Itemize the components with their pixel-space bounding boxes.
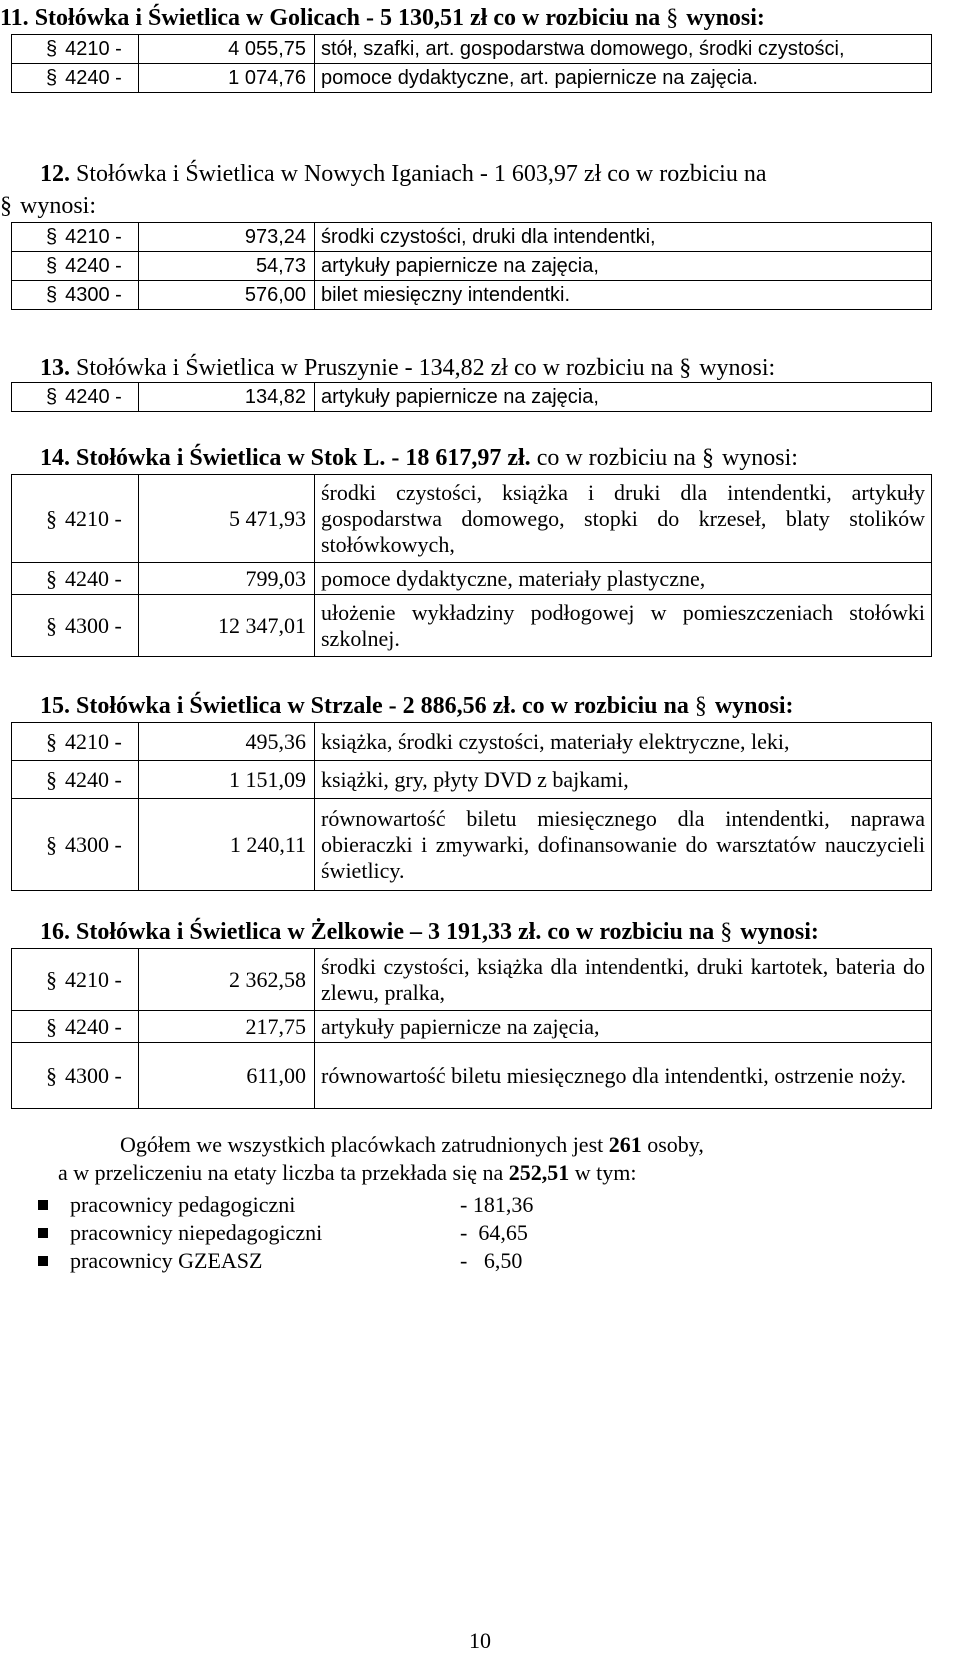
- breakdown-table: [11, 222, 932, 310]
- description: pomoce dydaktyczne, art. papiernicze na zajęcia.: [315, 64, 932, 93]
- section-sign-icon: §: [720, 919, 733, 945]
- table-row: [12, 1043, 932, 1109]
- section-sign-icon: §: [46, 386, 58, 408]
- list-item: [38, 1192, 533, 1218]
- account-code: 4240 -: [65, 1013, 122, 1039]
- section-tail: wynosi:: [740, 919, 819, 945]
- account-code: 4300 -: [65, 612, 122, 638]
- amount: 799,03: [139, 563, 315, 595]
- staff-category: pracownicy niepedagogiczni: [70, 1220, 323, 1245]
- section-tail: wynosi:: [699, 355, 776, 381]
- section-sign-icon: §: [46, 284, 58, 306]
- table-row: [12, 223, 932, 252]
- description: książki, gry, płyty DVD z bajkami,: [315, 761, 932, 799]
- section-sign-icon: §: [679, 355, 692, 381]
- section-tail: wynosi:: [20, 193, 97, 219]
- table-row: [12, 252, 932, 281]
- amount: 1 240,11: [139, 799, 315, 891]
- description: artykuły papiernicze na zajęcia,: [315, 252, 932, 281]
- account-code: 4240 -: [65, 766, 122, 792]
- description: środki czystości, książka dla intendentki, druki kartotek, bateria do zlewu, pralka,: [315, 949, 932, 1011]
- section-heading: [40, 444, 798, 472]
- employment-summary-line2: [58, 1160, 932, 1186]
- section-number: 16.: [40, 919, 70, 945]
- section-number: 15.: [40, 693, 70, 719]
- staff-value: - 64,65: [460, 1220, 528, 1245]
- description: równowartość biletu miesięcznego dla intendentki, naprawa obieraczki i zmywarki, dofinansowanie do warsztatów nauczycieli świetlicy.: [315, 799, 932, 891]
- table-row: [12, 723, 932, 761]
- table-row: [12, 1011, 932, 1043]
- account-code: 4240 -: [65, 255, 122, 277]
- list-item: [38, 1248, 522, 1274]
- section-total: 134,82 zł co w rozbiciu na: [418, 355, 674, 381]
- bullet-square-icon: [38, 1200, 48, 1210]
- amount: 217,75: [139, 1011, 315, 1043]
- amount: 54,73: [139, 252, 315, 281]
- table-row: [12, 595, 932, 657]
- employment-summary: [58, 1132, 932, 1158]
- description: artykuły papiernicze na zajęcia,: [315, 383, 932, 412]
- section-title: Stołówka i Świetlica w Strzale - 2 886,56 zł.: [76, 693, 516, 719]
- section-total: - 1 603,97 zł co w rozbiciu na: [479, 161, 767, 187]
- section-title: Stołówka i Świetlica w Żelkowie – 3 191,33 zł.: [76, 919, 542, 945]
- summary-text: w tym:: [574, 1160, 637, 1185]
- table-row: [12, 35, 932, 64]
- amount: 4 055,75: [139, 35, 315, 64]
- breakdown-table: [11, 722, 932, 891]
- section-sign-icon: §: [46, 831, 57, 857]
- section-tail: wynosi:: [714, 693, 794, 719]
- table-row: [12, 761, 932, 799]
- description: środki czystości, druki dla intendentki,: [315, 223, 932, 252]
- summary-text: a w przeliczeniu na etaty liczba ta przekłada się na: [58, 1160, 504, 1185]
- section-sign-icon: §: [694, 693, 707, 719]
- section-sign-icon: §: [46, 226, 58, 248]
- description: stół, szafki, art. gospodarstwa domowego, środki czystości,: [315, 35, 932, 64]
- section-title: Stołówka i Świetlica w Stok L. - 18 617,97 zł.: [76, 445, 531, 471]
- account-code: 4240 -: [65, 67, 122, 89]
- table-row: [12, 563, 932, 595]
- fte-count: 252,51: [508, 1160, 570, 1185]
- staff-value: - 181,36: [460, 1192, 534, 1217]
- table-row: [12, 281, 932, 310]
- section-sign-icon: §: [46, 38, 58, 60]
- section-heading: [40, 692, 794, 720]
- section-sign-icon: §: [46, 565, 57, 591]
- section-sign-icon: §: [0, 193, 12, 219]
- section-sign-icon: §: [46, 728, 57, 754]
- account-code: 4240 -: [65, 565, 122, 591]
- description: ułożenie wykładziny podłogowej w pomieszczeniach stołówki szkolnej.: [315, 595, 932, 657]
- section-heading: [0, 158, 932, 222]
- amount: 611,00: [139, 1043, 315, 1109]
- section-sign-icon: §: [46, 1062, 57, 1088]
- account-code: 4240 -: [65, 386, 122, 408]
- bullet-square-icon: [38, 1228, 48, 1238]
- section-title: Stołówka i Świetlica w Pruszynie -: [76, 355, 413, 381]
- summary-text: Ogółem we wszystkich placówkach zatrudnionych jest: [120, 1132, 604, 1157]
- section-sign-icon: §: [46, 612, 57, 638]
- breakdown-table: [11, 382, 932, 412]
- bullet-square-icon: [38, 1256, 48, 1266]
- section-tail: wynosi:: [721, 445, 798, 471]
- section-title: Stołówka i Świetlica w Golicach -: [34, 5, 375, 31]
- staff-value: - 6,50: [460, 1248, 523, 1273]
- section-title: Stołówka i Świetlica w Nowych Iganiach: [76, 161, 474, 187]
- description: równowartość biletu miesięcznego dla intendentki, ostrzenie noży.: [315, 1043, 932, 1109]
- account-code: 4210 -: [65, 728, 122, 754]
- table-row: [12, 383, 932, 412]
- table-row: [12, 475, 932, 563]
- staff-category: pracownicy GZEASZ: [70, 1248, 263, 1273]
- section-heading: [40, 918, 819, 946]
- section-total: 5 130,51 zł co w rozbiciu na: [380, 5, 661, 31]
- section-sign-icon: §: [46, 255, 58, 277]
- account-code: 4210 -: [65, 226, 122, 248]
- summary-text: osoby,: [647, 1132, 704, 1157]
- section-heading: [40, 354, 775, 382]
- description: artykuły papiernicze na zajęcia,: [315, 1011, 932, 1043]
- amount: 495,36: [139, 723, 315, 761]
- section-number: 14.: [40, 445, 70, 471]
- section-total: co w rozbiciu na: [521, 693, 689, 719]
- account-code: 4210 -: [65, 966, 122, 992]
- employee-count: 261: [608, 1132, 642, 1157]
- list-item: [38, 1220, 528, 1246]
- section-heading: [0, 4, 765, 32]
- section-number: 12.: [40, 161, 70, 187]
- description: bilet miesięczny intendentki.: [315, 281, 932, 310]
- table-row: [12, 64, 932, 93]
- description: książka, środki czystości, materiały elektryczne, leki,: [315, 723, 932, 761]
- amount: 973,24: [139, 223, 315, 252]
- section-number: 11.: [0, 5, 29, 31]
- section-sign-icon: §: [46, 766, 57, 792]
- section-total: co w rozbiciu na: [536, 445, 696, 471]
- description: środki czystości, książka i druki dla intendentki, artykuły gospodarstwa domowego, stopki do krzeseł, blaty stolików stołówkowych,: [315, 475, 932, 563]
- amount: 134,82: [139, 383, 315, 412]
- section-sign-icon: §: [46, 1013, 57, 1039]
- section-sign-icon: §: [666, 5, 679, 31]
- section-tail: wynosi:: [686, 5, 765, 31]
- breakdown-table: [11, 34, 932, 93]
- account-code: 4300 -: [65, 284, 122, 306]
- description: pomoce dydaktyczne, materiały plastyczne,: [315, 563, 932, 595]
- breakdown-table: [11, 948, 932, 1109]
- section-sign-icon: §: [46, 505, 57, 531]
- amount: 576,00: [139, 281, 315, 310]
- section-sign-icon: §: [46, 966, 57, 992]
- account-code: 4210 -: [65, 38, 122, 60]
- amount: 12 347,01: [139, 595, 315, 657]
- account-code: 4210 -: [65, 505, 122, 531]
- table-row: [12, 949, 932, 1011]
- account-code: 4300 -: [65, 831, 122, 857]
- page-number: 10: [469, 1628, 491, 1653]
- section-total: co w rozbiciu na: [547, 919, 715, 945]
- amount: 1 074,76: [139, 64, 315, 93]
- section-sign-icon: §: [46, 67, 58, 89]
- staff-category: pracownicy pedagogiczni: [70, 1192, 296, 1217]
- amount: 1 151,09: [139, 761, 315, 799]
- breakdown-table: [11, 474, 932, 657]
- section-sign-icon: §: [701, 445, 714, 471]
- account-code: 4300 -: [65, 1062, 122, 1088]
- table-row: [12, 799, 932, 891]
- amount: 5 471,93: [139, 475, 315, 563]
- section-number: 13.: [40, 355, 70, 381]
- amount: 2 362,58: [139, 949, 315, 1011]
